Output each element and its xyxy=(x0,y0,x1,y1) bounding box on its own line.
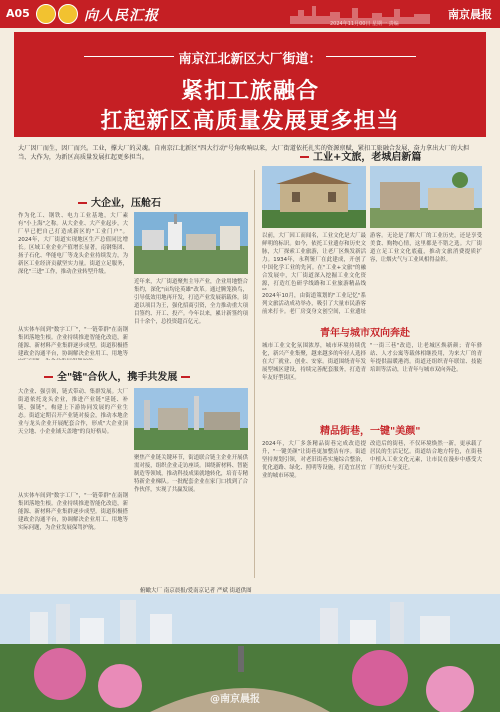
article-text: 大企业、强引领，链式带动、集群发展。大厂街道依托龙头企业，推进产业链"延链、补链、强链"，构建上下游协同发展的产业生态。街道定期召开产业链对接会，推动本地企业与龙头企业开展配套合作，形成"大企业顶天立地、小企业铺天盖地"的良好格局。 xyxy=(18,389,128,435)
heading-mark xyxy=(44,376,53,378)
photo-caption: 俯瞰大厂 南京晨报/爱南京记者 严斌 街道供图 xyxy=(140,588,252,594)
article-text: 从实体车间到"数字工厂"，"一链带群"在南钢集团落地生根。企业持续推进智能化改造，新能源、新材料产业集群逐步成型。街道积极搭建政企沟通平台，协调解决企业用工、用地等实际问题，为企业发展保驾护航。 xyxy=(18,493,128,531)
article-text: 近年来，大厂街道聚焦主导产业，企业用地整合集约，深化"亩均论英雄"改革。通过腾笼换鸟，引导低效用地再开发，打造产业发展新载体。街道以项目为王，强化招商引资，全力推动重大项目签约、开工、投产。今年以来，累计新签约项目十余个，总投资超百亿元。 xyxy=(134,279,248,325)
heading-mark xyxy=(300,156,309,158)
photo-heritage-building xyxy=(262,166,366,228)
page-number: A05 xyxy=(6,7,30,20)
headline-banner xyxy=(14,32,486,137)
article-text: 作为化工、钢铁、电力工业基地，大厂素有"小上海"之称。从大企业、大产业起步，大厂早已把自己打造成新区的"工业门户"。2024年，大厂街道实现地区生产总值同比增长。区域工业企业产值增长显著，南钢集团、扬子石化、华能电厂等龙头企业持续发力，为新区工业经济贡献坚实力量。街道立足服务，深化"三进"工作，推动企业转型升级。 xyxy=(18,213,128,275)
heading-mark xyxy=(78,202,87,204)
article-text: 以前，大厂因工而闻名，工业文化是大厂最鲜明的标识。如今，依托工业遗存和历史文脉，大厂探索工业旅游，让老厂区焕发新活力。1934年，永利铔厂在此建成，开创了中国化学工业的先河。在"工业+文旅"的融合发展中，大厂街道深入挖掘工业文化资源，打造红色研学线路和工业旅游精品线 xyxy=(262,233,366,287)
section-heading-big-enterprise: 大企业，压舱石 xyxy=(74,194,161,209)
watermark: @南京晨报 xyxy=(210,694,260,705)
article-text: 改造后的街巷，不仅环境焕然一新，更承载了居民的生活记忆。街道结合地方特色，在街巷中植入工业文化元素，让市民在漫步中感受大厂的历史与变迁。 xyxy=(370,441,482,471)
lead-paragraph: 大厂因厂而生，因厂而兴。工业，撑大厂的灵魂。自南京江北新区"四大行动"号角吹响以来，大厂街道依托扎实的资源禀赋，紧扣工旅融合发展，奋力拿出大厂的大担当、大作为，为新区高质量发展扛起更多担当。 xyxy=(18,145,470,161)
heading-mark xyxy=(181,376,190,378)
headline-line-1: 紧扣工旅融合 xyxy=(180,79,319,104)
section-heading-industry-tourism: 工业+文旅，老城启新篇 xyxy=(296,148,421,163)
photo-old-street xyxy=(370,166,482,228)
kicker: 南京江北新区大厂街道： xyxy=(178,52,322,67)
photo-factory xyxy=(134,212,248,274)
headline-line-2: 扛起新区高质量发展更多担当 xyxy=(100,109,400,134)
party-emblem-icon xyxy=(36,4,56,24)
cppcc-emblem-icon xyxy=(58,4,78,24)
article-text: 从实体车间到"数字工厂"，"一链带群"在南钢集团落地生根。企业持续推进智能化改造，新能源、新材料产业集群逐步成型。街道积极搭建政企沟通平台，协调解决企业用工、用地等 xyxy=(18,327,128,357)
kicker-rule-right xyxy=(326,56,416,57)
section-heading-streets: 精品街巷，一键"美颜" xyxy=(320,426,421,437)
issue-info: 2024年11月00日 星期一 责编 xyxy=(330,21,399,27)
article-text: 2024年10月，由街道策划的"工业记忆"系列文旅活动成功举办，吸引了大量市民游客前来打卡。老厂房变身文创空间，工业遗址 xyxy=(262,293,366,315)
article-text: 聚焦产业链关键环节，街道联合链主企业开展供需对接，组织企业走访座谈。围绕新材料、智能制造等领域，推动科技成果就地转化，培育专精特新企业梯队。一批配套企业在家门口找到了合作伙伴，实现了共赢发展。 xyxy=(134,455,248,493)
section-heading-chain-partner: 全"链"合伙人，携手共发展 xyxy=(40,368,194,383)
photo-plant xyxy=(134,388,248,450)
article-text: 城市工业文化氛围浓厚，城市环境持续优化，新兴产业集聚，越来越多的年轻人选择在大厂就业、创业、安家。街道围绕青年发展型城区建设，持续完善配套服务，打造青年友好型街区。 xyxy=(262,343,366,381)
article-text: 游客。无论是了解大厂的工业历史，还是享受美食、购物心情，这里都是不错之选。大厂街道立足工业文化底蕴，推动文旅消费提质扩容，让烟火气与工业风相得益彰。 xyxy=(370,233,482,263)
article-text: 2024年，大厂多条精品街巷完成改造提升，"一键美颜"让街巷更加整洁有序。街道坚持规划引领，对老旧街巷实施综合整治，优化道路、绿化、照明等设施，打造宜居宜业的城市环境。 xyxy=(262,441,366,479)
page-header xyxy=(0,0,500,28)
section-heading-youth: 青年与城市双向奔赴 xyxy=(320,328,410,339)
paper-name: 南京晨报 xyxy=(448,8,492,21)
column-divider xyxy=(254,170,255,578)
article-text: "一街三巷"改造，让老城区焕新颜；青年驿站、人才公寓等载体相继投用，为来大厂的青年提供温暖港湾。街道还组织青年联谊、技能培训等活动，让青年与城市双向奔赴。 xyxy=(370,343,482,373)
section-title: 向人民汇报 xyxy=(84,8,159,24)
